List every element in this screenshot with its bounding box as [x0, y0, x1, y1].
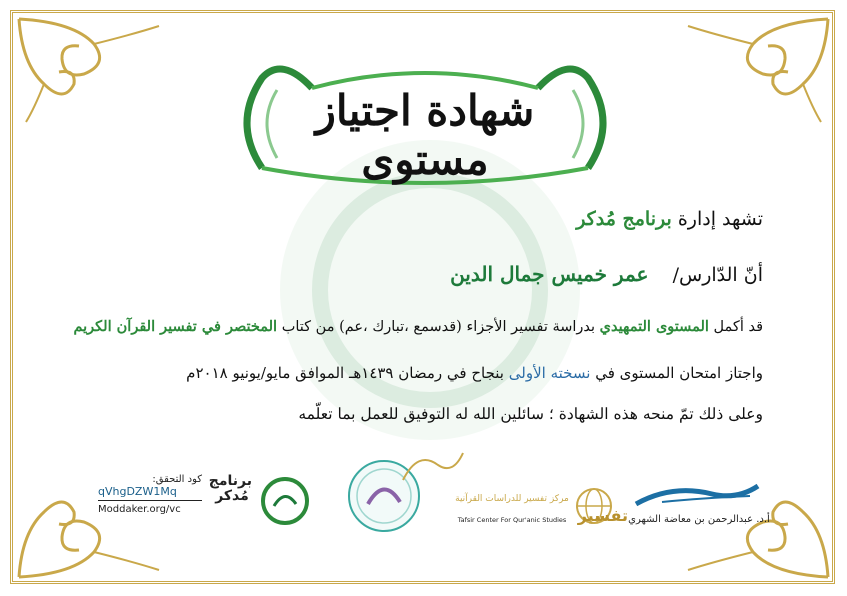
exam-prefix: واجتاز امتحان المستوى في	[595, 364, 763, 382]
verification-code: qVhgDZW1Mq	[98, 485, 202, 501]
verification-box	[98, 474, 202, 515]
gold-swirl-ornament	[398, 445, 468, 485]
corner-ornament-top-right	[683, 14, 833, 124]
student-prefix: أنّ الدّارس/	[672, 264, 763, 286]
level-name: المستوى التمهيدي	[599, 318, 709, 335]
student-name: عمر خميس جمال الدين	[450, 262, 649, 286]
tafsir-center-ar: مركز تفسير للدراسات القرآنية	[455, 494, 569, 504]
line-closing: وعلى ذلك تمّ منحه هذه الشهادة ؛ سائلين الله له التوفيق للعمل بما تعلّمه	[298, 405, 763, 423]
exam-suffix: بنجاح في رمضان ١٤٣٩هـ الموافق مايو/يونيو ٢٠١٨م	[186, 364, 504, 382]
edition-name: نسخته الأولى	[508, 364, 591, 382]
completion-prefix: قد أكمل	[713, 319, 763, 335]
program-name: برنامج مُدكر	[576, 208, 672, 230]
tafsir-word-logo: تفسير	[577, 506, 628, 525]
tafsir-center-en: Tafsir Center For Qur'anic Studies	[457, 516, 567, 524]
line-issuer	[576, 208, 763, 230]
book-name: المختصر في تفسير القرآن الكريم	[73, 318, 278, 335]
corner-ornament-top-left	[14, 14, 164, 124]
verification-label: كود التحقق:	[152, 474, 202, 485]
certificate-title: شهادة اجتياز مستوى	[315, 86, 535, 184]
line-student	[450, 262, 763, 286]
completion-middle: بدراسة تفسير الأجزاء (قدسمع ،تبارك ،عم) من كتاب	[281, 319, 596, 335]
line-completion	[73, 318, 763, 335]
line-exam	[186, 364, 763, 382]
program-logo-icon	[260, 474, 310, 528]
program-logo-text: برنامج مُدكر	[208, 473, 252, 505]
signer-name: أ.د. عبدالرحمن بن معاضة الشهري	[628, 514, 770, 525]
issuer-prefix: تشهد إدارة	[677, 208, 763, 230]
signature-stroke	[632, 480, 762, 510]
verification-url[interactable]: Moddaker.org/vc	[98, 504, 181, 515]
